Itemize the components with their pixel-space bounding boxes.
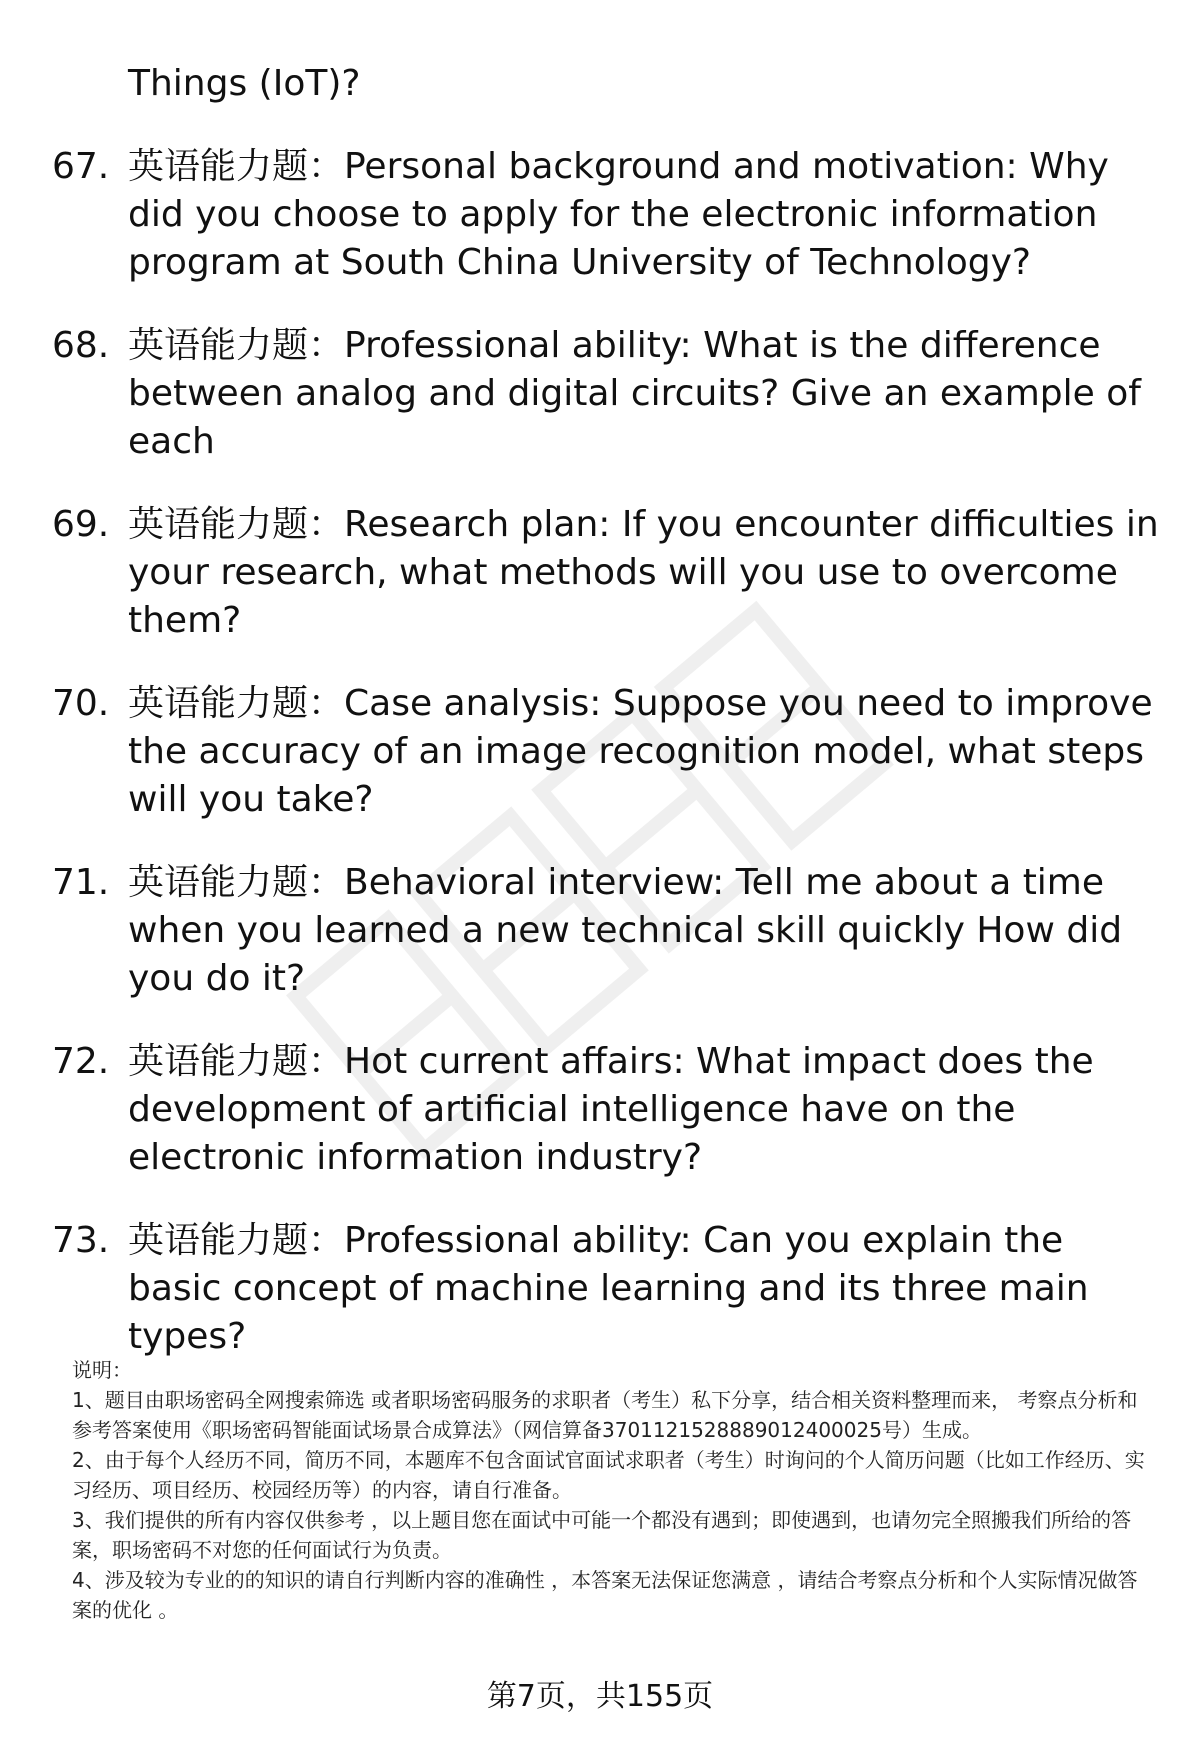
question-list	[0, 143, 1200, 1396]
note-item: 2、由于每个人经历不同，简历不同，本题库不包含面试官面试求职者（考生）时询问的个人简历问题（比如工作经历、实习经历、项目经历、校园经历等）的内容，请自行准备。	[72, 1448, 1145, 1502]
question-number: 70.	[52, 683, 110, 724]
notes-section	[72, 1355, 1152, 1625]
question-text: 英语能力题：Professional ability: What is the difference between analog and digital circuits? Give an example of each	[128, 325, 1141, 462]
page-number-footer: 第7页，共155页	[486, 1679, 714, 1714]
note-item: 4、涉及较为专业的的知识的请自行判断内容的准确性 ，本答案无法保证您满意 ，请结合考察点分析和个人实际情况做答案的优化 。	[72, 1568, 1138, 1622]
note-item: 3、我们提供的所有内容仅供参考 ，以上题目您在面试中可能一个都没有遇到；即使遇到，也请勿完全照搬我们所给的答案，职场密码不对您的任何面试行为负责。	[72, 1508, 1132, 1562]
question-text: 英语能力题：Behavioral interview: Tell me about a time when you learned a new technical skill quickly How did you do it?	[128, 862, 1123, 999]
question-number: 67.	[52, 146, 110, 187]
notes-heading: 说明：	[72, 1358, 132, 1382]
question-item	[0, 143, 1200, 287]
question-text: 英语能力题：Research plan: If you encounter difficulties in your research, what methods will you use to overcome them?	[128, 504, 1159, 641]
question-text: 英语能力题：Professional ability: Can you explain the basic concept of machine learning and its three main types?	[128, 1220, 1089, 1357]
question-text: 英语能力题：Case analysis: Suppose you need to improve the accuracy of an image recognition model, what steps will you take?	[128, 683, 1153, 820]
question-text: 英语能力题：Personal background and motivation: Why did you choose to apply for the electronic information program at South China University of Technology?	[128, 146, 1109, 283]
question-number: 71.	[52, 862, 110, 903]
question-item	[0, 1217, 1200, 1361]
note-item: 1、题目由职场密码全网搜索筛选 或者职场密码服务的求职者（考生）私下分享，结合相关资料整理而来， 考察点分析和参考答案使用《职场密码智能面试场景合成算法》（网信算备3701121528889012400025号）生成。	[72, 1388, 1138, 1442]
question-item	[0, 680, 1200, 824]
question-item	[0, 1038, 1200, 1182]
question-number: 72.	[52, 1041, 110, 1082]
question-number: 69.	[52, 504, 110, 545]
question-item	[0, 859, 1200, 1003]
continuation-text: Things (IoT)?	[128, 63, 361, 104]
question-number: 73.	[52, 1220, 110, 1261]
question-item	[0, 322, 1200, 466]
question-number: 68.	[52, 325, 110, 366]
question-item	[0, 501, 1200, 645]
question-text: 英语能力题：Hot current affairs: What impact does the development of artificial intelligence have on the electronic information industry?	[128, 1041, 1094, 1178]
